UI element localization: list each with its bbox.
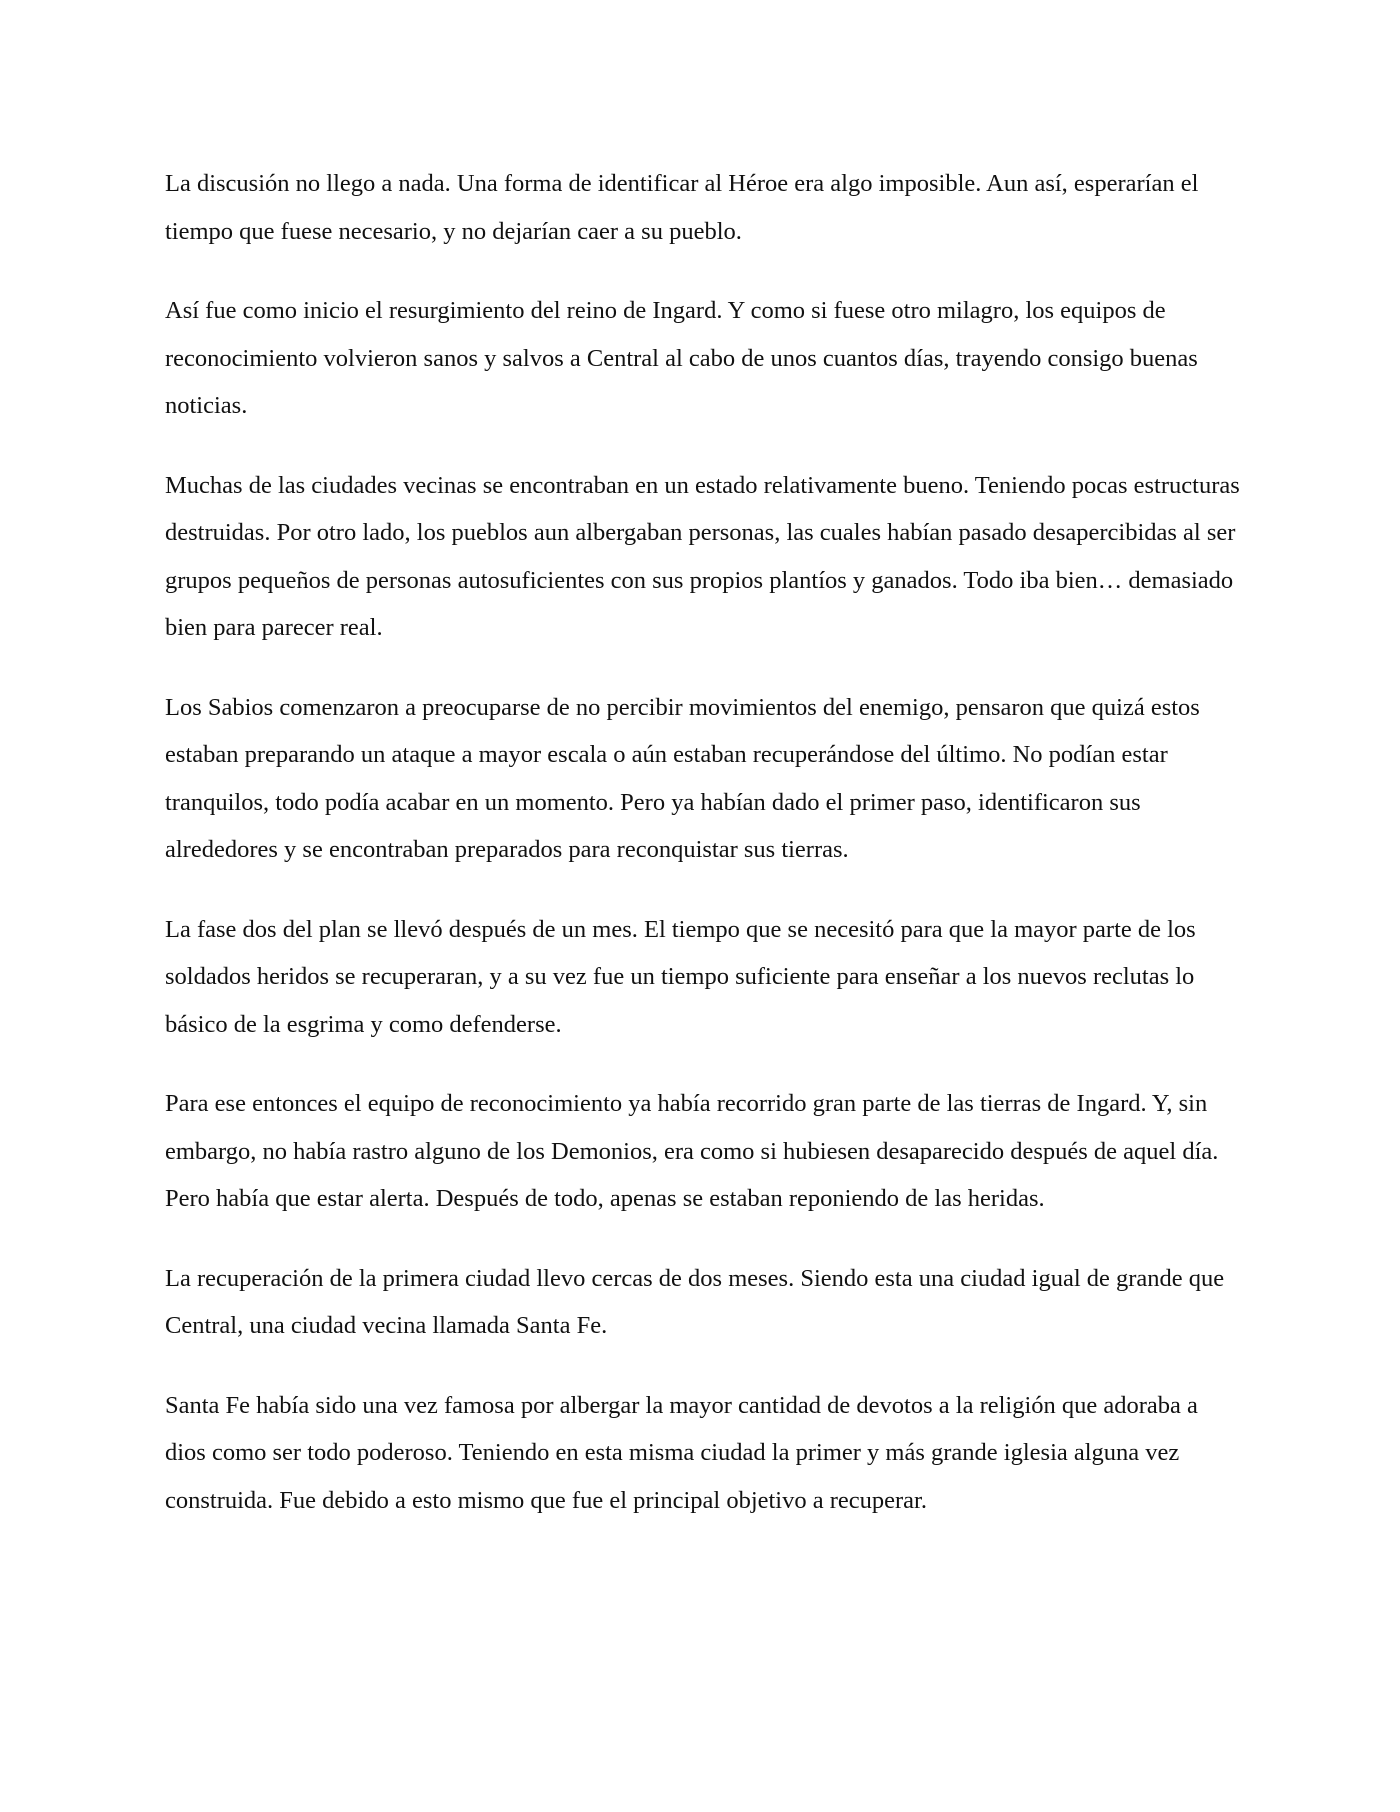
- paragraph-7: La recuperación de la primera ciudad llevo cercas de dos meses. Siendo esta una ciudad igual de grande que Central, una ciudad vecina llamada Santa Fe.: [165, 1264, 1225, 1339]
- document-body: [165, 160, 1240, 1556]
- paragraph-3: Muchas de las ciudades vecinas se encontraban en un estado relativamente bueno. Teniendo pocas estructuras destruidas. Por otro lado, los pueblos aun albergaban personas, las cuales habían pasado desapercibidas al ser grupos pequeños de personas autosuficientes con sus propios plantíos y ganados. Todo iba bien… demasiado bien para parecer real.: [165, 471, 1240, 641]
- paragraph-5: La fase dos del plan se llevó después de un mes. El tiempo que se necesitó para que la mayor parte de los soldados heridos se recuperaran, y a su vez fue un tiempo suficiente para enseñar a los nuevos reclutas lo básico de la esgrima y como defenderse.: [165, 915, 1196, 1038]
- paragraph-4: Los Sabios comenzaron a preocuparse de no percibir movimientos del enemigo, pensaron que quizá estos estaban preparando un ataque a mayor escala o aún estaban recuperándose del último. No podían estar tranquilos, todo podía acabar en un momento. Pero ya habían dado el primer paso, identificaron sus alrededores y se encontraban preparados para reconquistar sus tierras.: [165, 693, 1200, 863]
- paragraph-1: La discusión no llego a nada. Una forma de identificar al Héroe era algo imposible. Aun así, esperarían el tiempo que fuese necesario, y no dejarían caer a su pueblo.: [165, 170, 1199, 245]
- paragraph-6: Para ese entonces el equipo de reconocimiento ya había recorrido gran parte de las tierras de Ingard. Y, sin embargo, no había rastro alguno de los Demonios, era como si hubiesen desaparecido después de aquel día. Pero había que estar alerta. Después de todo, apenas se estaban reponiendo de las heridas.: [165, 1090, 1219, 1212]
- paragraph-8: Santa Fe había sido una vez famosa por albergar la mayor cantidad de devotos a la religión que adoraba a dios como ser todo poderoso. Teniendo en esta misma ciudad la primer y más grande iglesia alguna vez construida. Fue debido a esto mismo que fue el principal objetivo a recuperar.: [165, 1391, 1198, 1514]
- paragraph-2: Así fue como inicio el resurgimiento del reino de Ingard. Y como si fuese otro milagro, los equipos de reconocimiento volvieron sanos y salvos a Central al cabo de unos cuantos días, trayendo consigo buenas noticias.: [165, 297, 1198, 419]
